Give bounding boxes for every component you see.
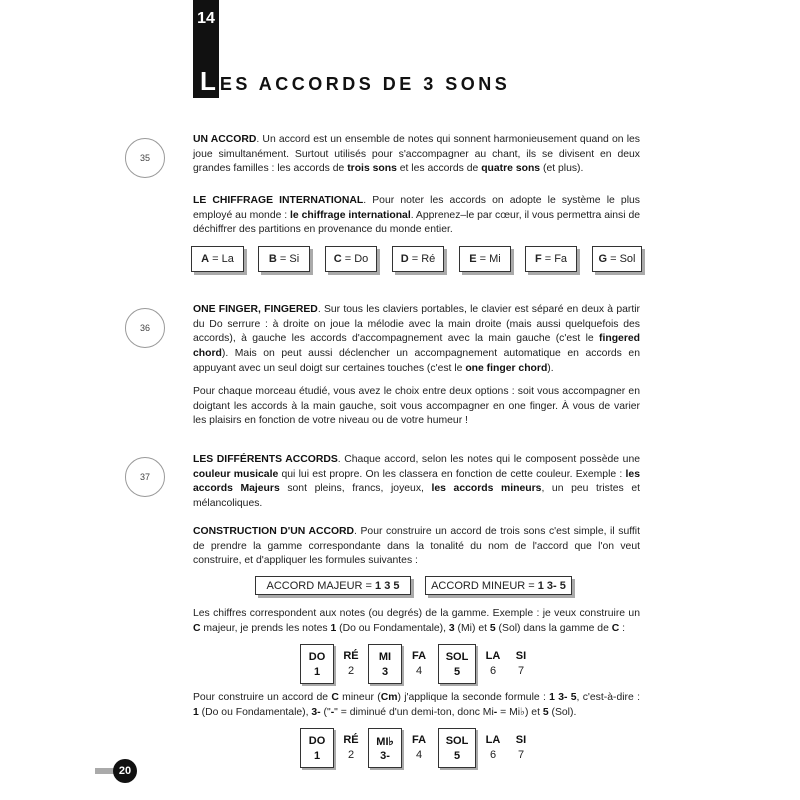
bold-text: Cm <box>380 692 398 703</box>
heading-construction: CONSTRUCTION D'UN ACCORD <box>193 526 355 537</box>
scale-degree: 6 <box>489 749 497 761</box>
text: " = diminué d'un demi-ton, donc Mi <box>334 706 494 718</box>
bold-text: 5 <box>542 706 549 718</box>
paragraph-example-major <box>193 607 640 636</box>
note-letter: D <box>400 253 409 265</box>
text: Les chiffres correspondent aux notes (ou degrés) de la gamme. Exemple : je veux construire un <box>193 608 640 619</box>
bold-text: one finger chord <box>465 362 548 374</box>
scale-cell <box>504 728 538 768</box>
bold-text: 3- <box>311 706 321 718</box>
text: : <box>619 622 626 634</box>
paragraph-chiffrage <box>193 194 640 238</box>
scale-note: FA <box>411 734 427 746</box>
scale-note: RÉ <box>343 650 359 662</box>
note-name: = Sol <box>610 253 636 265</box>
scale-note: DO <box>308 735 326 747</box>
text: (Sol) dans la gamme de <box>495 622 612 634</box>
text: = Mi♭) et <box>497 706 543 718</box>
note-name-box <box>592 246 642 272</box>
scale-cell <box>334 644 368 684</box>
bold-text: C <box>611 622 620 634</box>
note-name: = Mi <box>479 253 501 265</box>
text: . Apprenez–le par cœur, il vous permettra ainsi de déchiffrer des partitions en provenance du monde entier. <box>193 209 641 236</box>
bold-text: - <box>330 706 335 718</box>
bold-text: 3 <box>448 622 455 634</box>
note-letter: C <box>333 253 342 265</box>
scale-cell <box>504 644 538 684</box>
bold-text: les accords mineurs <box>431 483 542 495</box>
text: (Mi) et <box>454 622 490 634</box>
bold-text: 5 <box>489 622 496 634</box>
heading-differents: LES DIFFÉRENTS ACCORDS <box>193 454 338 465</box>
bold-text: 1 <box>193 706 199 718</box>
text: , c'est-à-dire : <box>576 692 640 703</box>
note-letter: E <box>469 253 477 265</box>
text: . Sur tous les claviers portables, le clavier est séparé en deux à partir du Do serrure : à droite on joue la mélodie avec la main droite (mais aussi quelquefois des accords), à gauche les accords d'accompagnement avec la main gauche (c'est le <box>193 304 640 345</box>
scale-cell <box>438 644 476 684</box>
note-name-box <box>525 246 577 272</box>
section-marker: 35 <box>125 138 165 178</box>
scale-degree: 6 <box>489 665 497 677</box>
scale-note: SI <box>515 650 527 662</box>
note-name-box <box>459 246 511 272</box>
text: Pour construire un accord de <box>193 692 332 703</box>
text: . Chaque accord, selon les notes qui le composent possède une <box>337 454 641 465</box>
scale-cell <box>402 644 436 684</box>
scale-degree: 3 <box>381 666 389 678</box>
bold-text: C <box>331 692 339 703</box>
text: . Un accord est un ensemble de notes qui sonnent harmonieusement quand on les joue simultanément. Surtout utilisés pour s'accompagner au chant, ils se divisent en deux grandes familles : les accords de <box>193 134 640 175</box>
page-number: 20 <box>113 759 137 783</box>
bold-text: 1 3- 5 <box>549 692 577 703</box>
text: mineur ( <box>338 692 381 703</box>
note-name-box <box>191 246 244 272</box>
text: (" <box>320 706 331 718</box>
scale-degree: 2 <box>347 749 355 761</box>
scale-note: MI <box>378 651 392 663</box>
note-name: = Fa <box>544 253 568 265</box>
formula-major-box <box>255 576 411 595</box>
note-name-box <box>392 246 444 272</box>
bold-text: - <box>493 706 498 718</box>
text: . Pour noter les accords on adopte le système le plus employé au monde : <box>193 195 640 221</box>
note-names-row <box>191 246 643 274</box>
scale-cell <box>300 728 334 768</box>
scale-note: SOL <box>445 651 469 663</box>
paragraph-options: Pour chaque morceau étudié, vous avez le choix entre deux options : soit vous accompagner en doigtant les accords à la main gauche, soit vous accompagner en one finger. À vous de varier les plaisirs en fonction de votre niveau ou de votre humeur ! <box>193 386 640 427</box>
scale-cell <box>334 728 368 768</box>
note-name-box <box>325 246 377 272</box>
formula-minor-box <box>425 576 572 595</box>
text: . Pour construire un accord de trois sons c'est simple, il suffit de prendre la gamme correspondante dans la tonalité du nom de l'accord que l'on veut construire, et d'appliquer les formules suivantes : <box>193 526 640 567</box>
note-name: = La <box>212 253 234 265</box>
note-name-box <box>258 246 310 272</box>
scale-degree: 7 <box>517 749 525 761</box>
note-letter: B <box>268 253 277 265</box>
heading-un-accord: UN ACCORD <box>193 134 257 145</box>
scale-degree: 5 <box>453 750 461 762</box>
scale-note: LA <box>485 650 501 662</box>
text: et les accords de <box>396 163 482 175</box>
note-name: = Si <box>279 253 300 265</box>
scale-degree: 3- <box>380 750 390 762</box>
scale-degree: 1 <box>313 666 321 678</box>
section-marker: 37 <box>125 457 165 497</box>
scale-major <box>300 644 540 684</box>
heading-chiffrage: LE CHIFFRAGE INTERNATIONAL <box>193 195 364 206</box>
text: sont pleins, francs, joyeux, <box>279 483 432 495</box>
paragraph-differents <box>193 453 640 512</box>
formula-value: 1 3- 5 <box>537 579 566 592</box>
bold-text: les accords Majeurs <box>193 468 640 495</box>
note-letter: F <box>534 253 542 265</box>
paragraph-fingered <box>193 303 640 377</box>
text: (Do ou Fondamentale), <box>198 706 312 718</box>
formula-label: ACCORD MAJEUR = <box>266 579 372 592</box>
scale-degree: 5 <box>453 666 461 678</box>
scale-degree: 1 <box>313 750 321 762</box>
note-name: = Do <box>344 253 369 265</box>
scale-note: DO <box>308 651 326 663</box>
note-letter: A <box>201 253 210 265</box>
scale-degree: 7 <box>517 665 525 677</box>
paragraph-example-minor <box>193 691 640 720</box>
scale-note: RÉ <box>343 734 359 746</box>
scale-note: MI♭ <box>376 736 394 748</box>
paragraph-un-accord <box>193 133 640 177</box>
scale-note: SOL <box>445 735 469 747</box>
text: (et plus). <box>540 163 584 175</box>
section-marker: 36 <box>125 308 165 348</box>
bold-text: quatre sons <box>481 163 541 175</box>
note-name: = Ré <box>411 253 436 265</box>
formula-value: 1 3 5 <box>375 579 400 592</box>
bold-text: 1 <box>330 622 337 634</box>
scale-degree: 2 <box>347 665 355 677</box>
scale-cell <box>368 644 402 684</box>
title-initial: L <box>200 66 220 96</box>
scale-degree: 4 <box>415 749 423 761</box>
text: qui lui est propre. On les classera en fonction de cette couleur. Exemple : <box>278 468 626 480</box>
note-letter: G <box>598 253 608 265</box>
scale-cell <box>368 728 402 768</box>
text: ). <box>547 362 554 374</box>
bold-text: trois sons <box>347 163 397 175</box>
bold-text: C <box>193 622 201 634</box>
text: (Sol). <box>548 706 577 718</box>
text: , un peu tristes et mélancoliques. <box>193 483 640 510</box>
scale-note: SI <box>515 734 527 746</box>
scale-minor <box>300 728 540 768</box>
chapter-number: 14 <box>197 10 215 27</box>
scale-cell <box>438 728 476 768</box>
paragraph-construction <box>193 525 640 569</box>
scale-cell <box>402 728 436 768</box>
text: ) j'applique la seconde formule : <box>397 692 550 703</box>
bold-text: le chiffrage international <box>290 209 411 221</box>
scale-note: LA <box>485 734 501 746</box>
page-title <box>200 66 510 97</box>
text: ). Mais on peut aussi déclencher un accompagnement automatique en accords en appuyant avec un seul doigt sur certaines touches (c'est le <box>193 348 640 374</box>
scale-cell <box>300 644 334 684</box>
scale-degree: 4 <box>415 665 423 677</box>
text: majeur, je prends les notes <box>200 622 331 634</box>
heading-fingered: ONE FINGER, FINGERED <box>193 304 318 315</box>
text: (Do ou Fondamentale), <box>336 622 449 634</box>
bold-text: fingered chord <box>193 333 640 360</box>
bold-text: couleur musicale <box>193 468 279 480</box>
formula-label: ACCORD MINEUR = <box>431 579 535 592</box>
scale-note: FA <box>411 650 427 662</box>
title-rest: ES ACCORDS DE 3 SONS <box>219 74 511 94</box>
